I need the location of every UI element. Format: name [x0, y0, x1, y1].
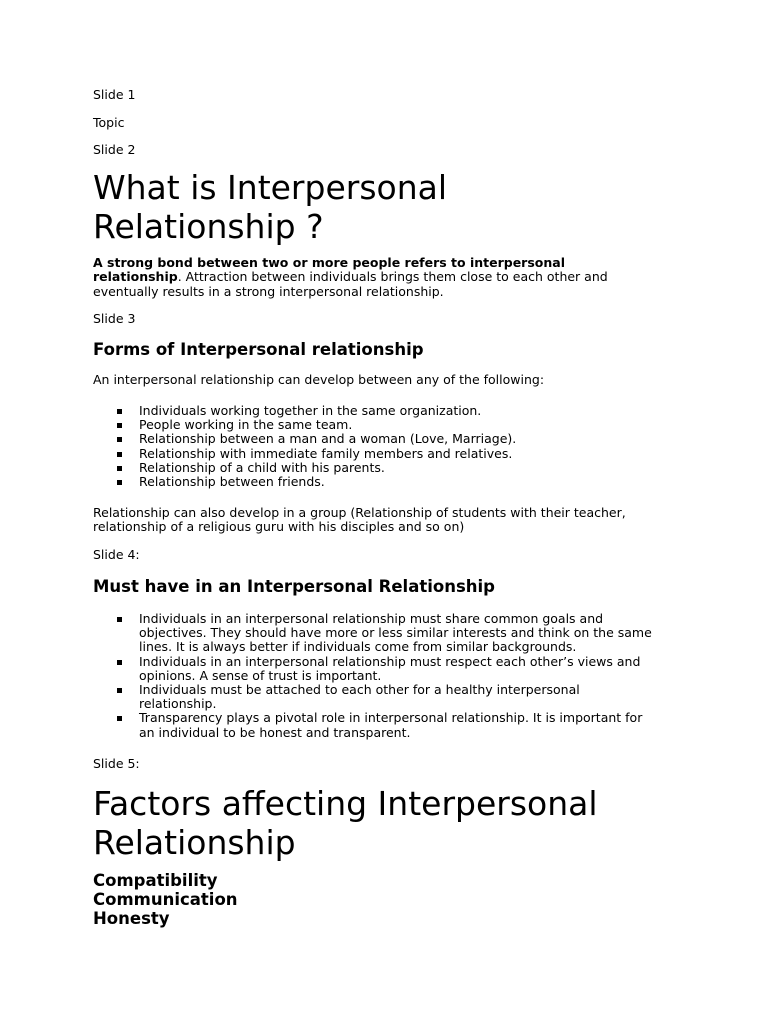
title-line: Relationship ? — [93, 206, 324, 246]
section-1-title — [93, 169, 447, 246]
bold-text: A strong bond between two or more people refers to interpersonal — [93, 255, 565, 270]
factor-honesty: Honesty — [93, 909, 170, 929]
factors-list — [93, 871, 238, 929]
forms-list — [117, 404, 516, 489]
section-1-paragraph — [93, 256, 693, 299]
list-item: Relationship with immediate family members and relatives. — [117, 447, 516, 461]
list-item: Relationship of a child with his parents. — [117, 461, 516, 475]
list-item: Transparency plays a pivotal role in interpersonal relationship. It is important for an individual to be honest and transparent. — [117, 711, 652, 739]
slide-1-label: Slide 1 — [93, 87, 136, 102]
topic-label: Topic — [93, 115, 125, 130]
slide-4-label: Slide 4: — [93, 547, 140, 562]
slide-2-label: Slide 2 — [93, 142, 136, 157]
list-item: Individuals in an interpersonal relationship must respect each other’s views and opinions. A sense of trust is important. — [117, 655, 652, 683]
paragraph-line: relationship of a religious guru with his disciples and so on) — [93, 519, 465, 535]
paragraph-line — [93, 256, 693, 270]
section-4-title — [93, 785, 598, 862]
factor-compatibility: Compatibility — [93, 871, 218, 890]
paragraph-line — [93, 270, 693, 284]
normal-text: . Attraction between individuals brings them close to each other and — [177, 269, 608, 285]
list-item: Relationship between a man and a woman (Love, Marriage). — [117, 432, 516, 446]
bold-text: relationship — [93, 269, 178, 285]
title-line: Relationship — [93, 822, 296, 862]
list-item: People working in the same team. — [117, 418, 516, 432]
paragraph-line: Relationship can also develop in a group (Relationship of students with their teacher, — [93, 505, 626, 520]
list-item: Relationship between friends. — [117, 475, 516, 489]
list-item: Individuals must be attached to each other for a healthy interpersonal relationship. — [117, 683, 652, 711]
title-line: Factors affecting Interpersonal — [93, 784, 598, 823]
section-2-intro: An interpersonal relationship can develop between any of the following: — [93, 372, 545, 387]
paragraph-line: eventually results in a strong interpersonal relationship. — [93, 283, 444, 299]
title-line: What is Interpersonal — [93, 168, 448, 207]
list-item: Individuals working together in the same organization. — [117, 404, 516, 418]
list-item: Individuals in an interpersonal relationship must share common goals and objectives. They should have more or less similar interests and think on the same lines. It is always better if individuals come from similar backgrounds. — [117, 612, 652, 655]
section-2-outro — [93, 506, 693, 535]
section-3-heading: Must have in an Interpersonal Relationship — [93, 577, 495, 596]
must-have-list — [117, 612, 652, 740]
slide-5-label: Slide 5: — [93, 756, 140, 771]
factor-communication: Communication — [93, 890, 238, 910]
slide-3-label: Slide 3 — [93, 311, 136, 326]
section-2-heading: Forms of Interpersonal relationship — [93, 340, 424, 359]
